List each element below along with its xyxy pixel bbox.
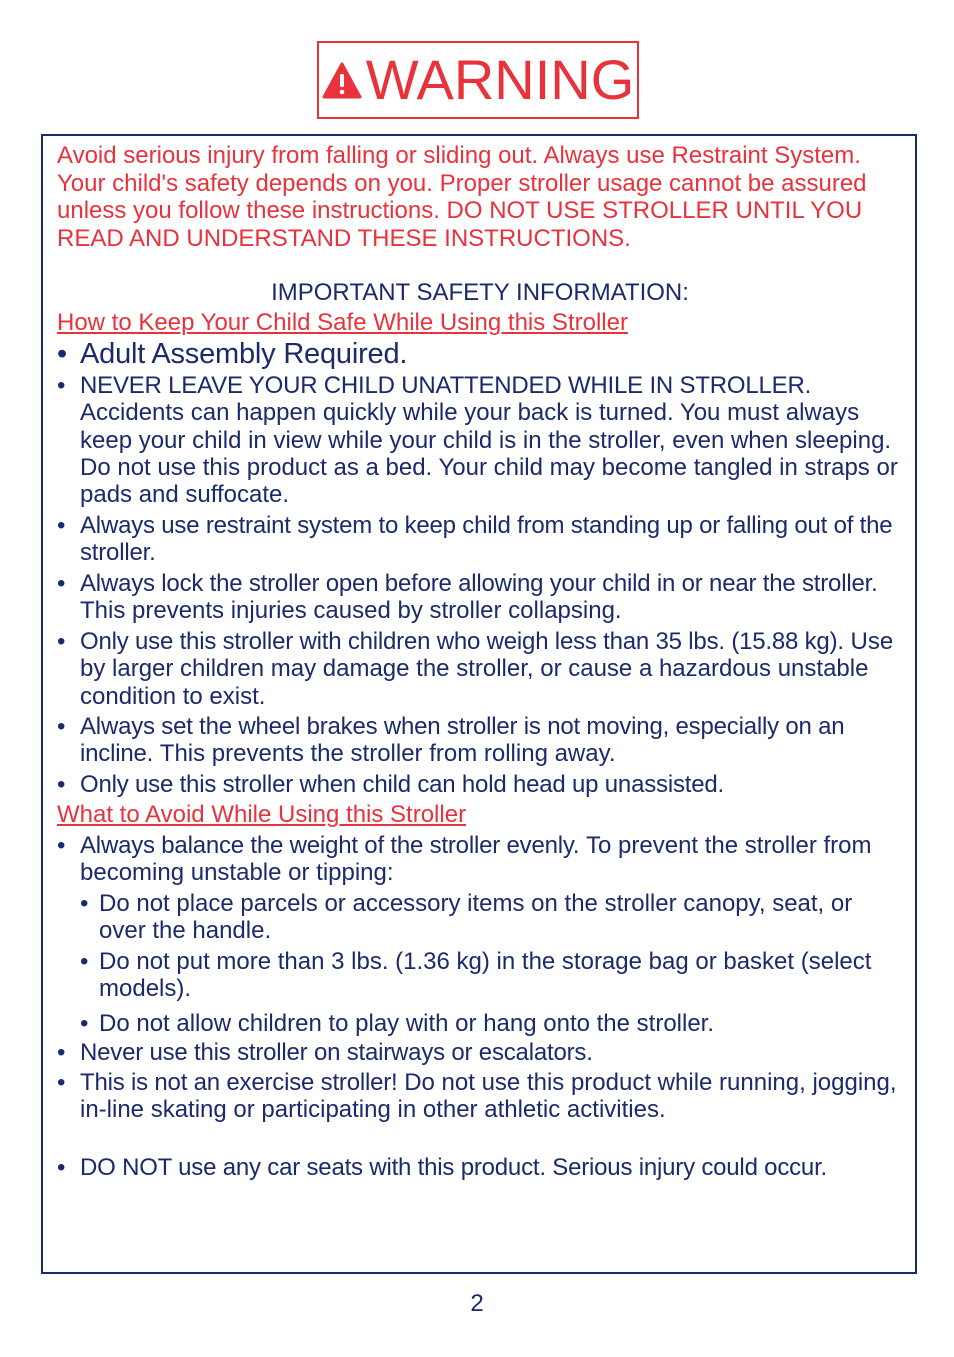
- warning-banner: [317, 41, 639, 119]
- list-item: • Only use this stroller with children who weigh less than 35 lbs. (15.88 kg). Use by larger children may damage the stroller, or cause a hazardous unstable condition to exist.: [57, 628, 894, 710]
- list-item: • Never use this stroller on stairways or escalators.: [57, 1039, 593, 1066]
- section-title-avoid: What to Avoid While Using this Stroller: [57, 801, 467, 828]
- list-item: • This is not an exercise stroller! Do not use this product while running, jogging, in-line skating or participating in other athletic activities.: [57, 1069, 897, 1124]
- sub-list-item: • Do not place parcels or accessory items on the stroller canopy, seat, or over the handle.: [80, 890, 853, 945]
- list-item: • Always use restraint system to keep child from standing up or falling out of the stroller.: [57, 512, 893, 567]
- intro-text: Avoid serious injury from falling or sliding out. Always use Restraint System. Your child's safety depends on you. Proper stroller usage cannot be assured unless you follow these instructions. DO NOT USE STROLLER UNTIL YOU READ AND UNDERSTAND THESE INSTRUCTIONS.: [57, 142, 867, 252]
- safety-panel: [41, 134, 917, 1274]
- list-item: • Always lock the stroller open before allowing your child in or near the stroller. This prevents injuries caused by stroller collapsing.: [57, 570, 878, 625]
- sub-list-item: • Do not allow children to play with or hang onto the stroller.: [80, 1010, 715, 1037]
- page-number: 2: [470, 1290, 484, 1317]
- list-item: • Adult Assembly Required.: [57, 338, 408, 370]
- list-item: • Always balance the weight of the stroller evenly. To prevent the stroller from becoming unstable or tipping:: [57, 832, 872, 887]
- list-item: • Only use this stroller when child can hold head up unassisted.: [57, 771, 724, 798]
- list-item: • Always set the wheel brakes when stroller is not moving, especially on an incline. This prevents the stroller from rolling away.: [57, 713, 845, 768]
- section-title-keep-safe: How to Keep Your Child Safe While Using this Stroller: [57, 309, 628, 336]
- warning-title: WARNING: [365, 48, 635, 111]
- sub-list-item: • Do not put more than 3 lbs. (1.36 kg) in the storage bag or basket (select models).: [80, 948, 872, 1003]
- list-item: • NEVER LEAVE YOUR CHILD UNATTENDED WHILE IN STROLLER. Accidents can happen quickly while your back is turned. You must always keep your child in view while your child is in the stroller, even when sleeping. Do not use this product as a bed. Your child may become tangled in straps or pads and suffocate.: [57, 372, 898, 509]
- list-item: • DO NOT use any car seats with this product. Serious injury could occur.: [57, 1154, 828, 1181]
- warning-triangle-icon: [322, 61, 362, 101]
- safety-heading: IMPORTANT SAFETY INFORMATION:: [271, 279, 689, 306]
